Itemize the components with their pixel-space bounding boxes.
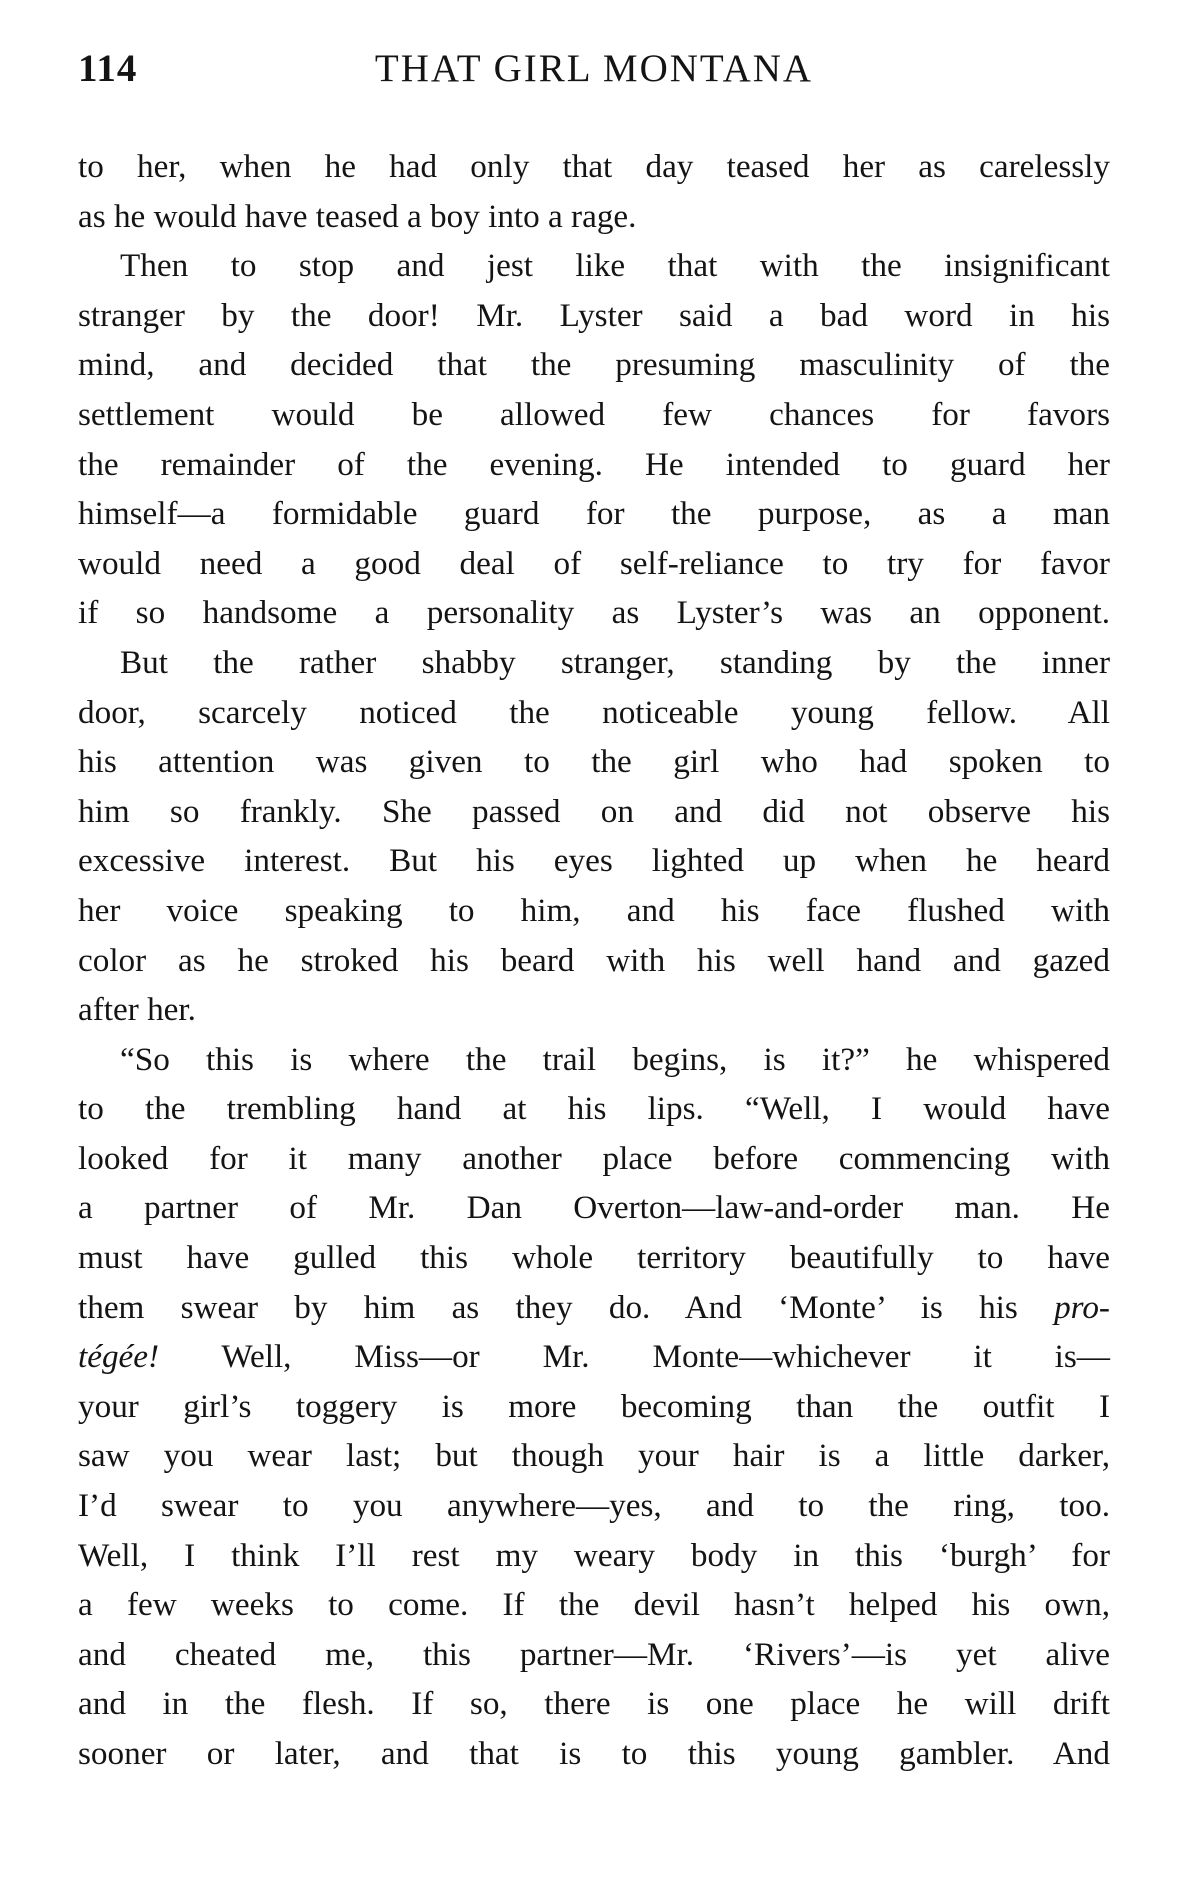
text-line: her voice speaking to him, and his face flushed with: [78, 891, 1110, 929]
italic-word: tégée!: [78, 1338, 160, 1376]
text-line: mind, and decided that the presuming masculinity of the: [78, 346, 1110, 384]
text-line: himself—a formidable guard for the purpose, as a man: [78, 495, 1110, 533]
text-line: [78, 1283, 1110, 1333]
text-line: must have gulled this whole territory beautifully to have: [78, 1239, 1110, 1277]
text-line: and cheated me, this partner—Mr. ‘Rivers’—is yet alive: [78, 1635, 1110, 1673]
text-line-main: them swear by him as they do. And ‘Monte’ is his: [78, 1288, 1018, 1326]
paragraph: [78, 638, 1110, 1035]
text-line: door, scarcely noticed the noticeable young fellow. All: [78, 693, 1110, 731]
text-line: sooner or later, and that is to this young gambler. And: [78, 1735, 1110, 1772]
text-line: the remainder of the evening. He intended to guard her: [78, 445, 1110, 483]
text-line: his attention was given to the girl who had spoken to: [78, 743, 1110, 781]
text-line: to her, when he had only that day teased her as carelessly: [78, 148, 1110, 185]
text-line: him so frankly. She passed on and did not observe his: [78, 792, 1110, 830]
paragraph: [78, 241, 1110, 638]
book-page: [78, 40, 1110, 1779]
text-line: Well, I think I’ll rest my weary body in this ‘burgh’ for: [78, 1536, 1110, 1574]
text-line: excessive interest. But his eyes lighted up when he heard: [78, 842, 1110, 880]
running-head: [78, 40, 1110, 100]
text-line-main: Well, Miss—or Mr. Monte—whichever it is—: [221, 1338, 1110, 1376]
body-text: [78, 142, 1110, 1779]
text-line: color as he stroked his beard with his well hand and gazed: [78, 941, 1110, 979]
running-title: THAT GIRL MONTANA: [374, 47, 814, 90]
text-line: saw you wear last; but though your hair is a little darker,: [78, 1437, 1110, 1475]
text-line: But the rather shabby stranger, standing by the inner: [120, 643, 1110, 681]
text-line: “So this is where the trail begins, is it?” he whispered: [120, 1040, 1110, 1078]
text-line: as he would have teased a boy into a rage.: [78, 197, 637, 235]
text-line: stranger by the door! Mr. Lyster said a bad word in his: [78, 296, 1110, 334]
text-line: and in the flesh. If so, there is one place he will drift: [78, 1685, 1110, 1723]
text-line: your girl’s toggery is more becoming than the outfit I: [78, 1387, 1110, 1425]
text-line: if so handsome a personality as Lyster’s was an opponent.: [78, 594, 1110, 632]
text-line: settlement would be allowed few chances for favors: [78, 395, 1110, 433]
paragraph: [78, 142, 1110, 241]
text-line: Then to stop and jest like that with the insignificant: [120, 247, 1110, 285]
text-line: would need a good deal of self-reliance to try for favor: [78, 544, 1110, 582]
text-line: to the trembling hand at his lips. “Well, I would have: [78, 1090, 1110, 1128]
text-line: I’d swear to you anywhere—yes, and to the ring, too.: [78, 1487, 1110, 1525]
text-line: a few weeks to come. If the devil hasn’t helped his own,: [78, 1586, 1110, 1624]
page-number: 114: [78, 47, 138, 90]
text-line: [78, 1332, 1110, 1382]
text-line: a partner of Mr. Dan Overton—law-and-order man. He: [78, 1189, 1110, 1227]
paragraph: [78, 1035, 1110, 1779]
italic-word: pro-: [1054, 1288, 1110, 1326]
text-line: after her.: [78, 991, 196, 1029]
text-line: looked for it many another place before commencing with: [78, 1139, 1110, 1177]
